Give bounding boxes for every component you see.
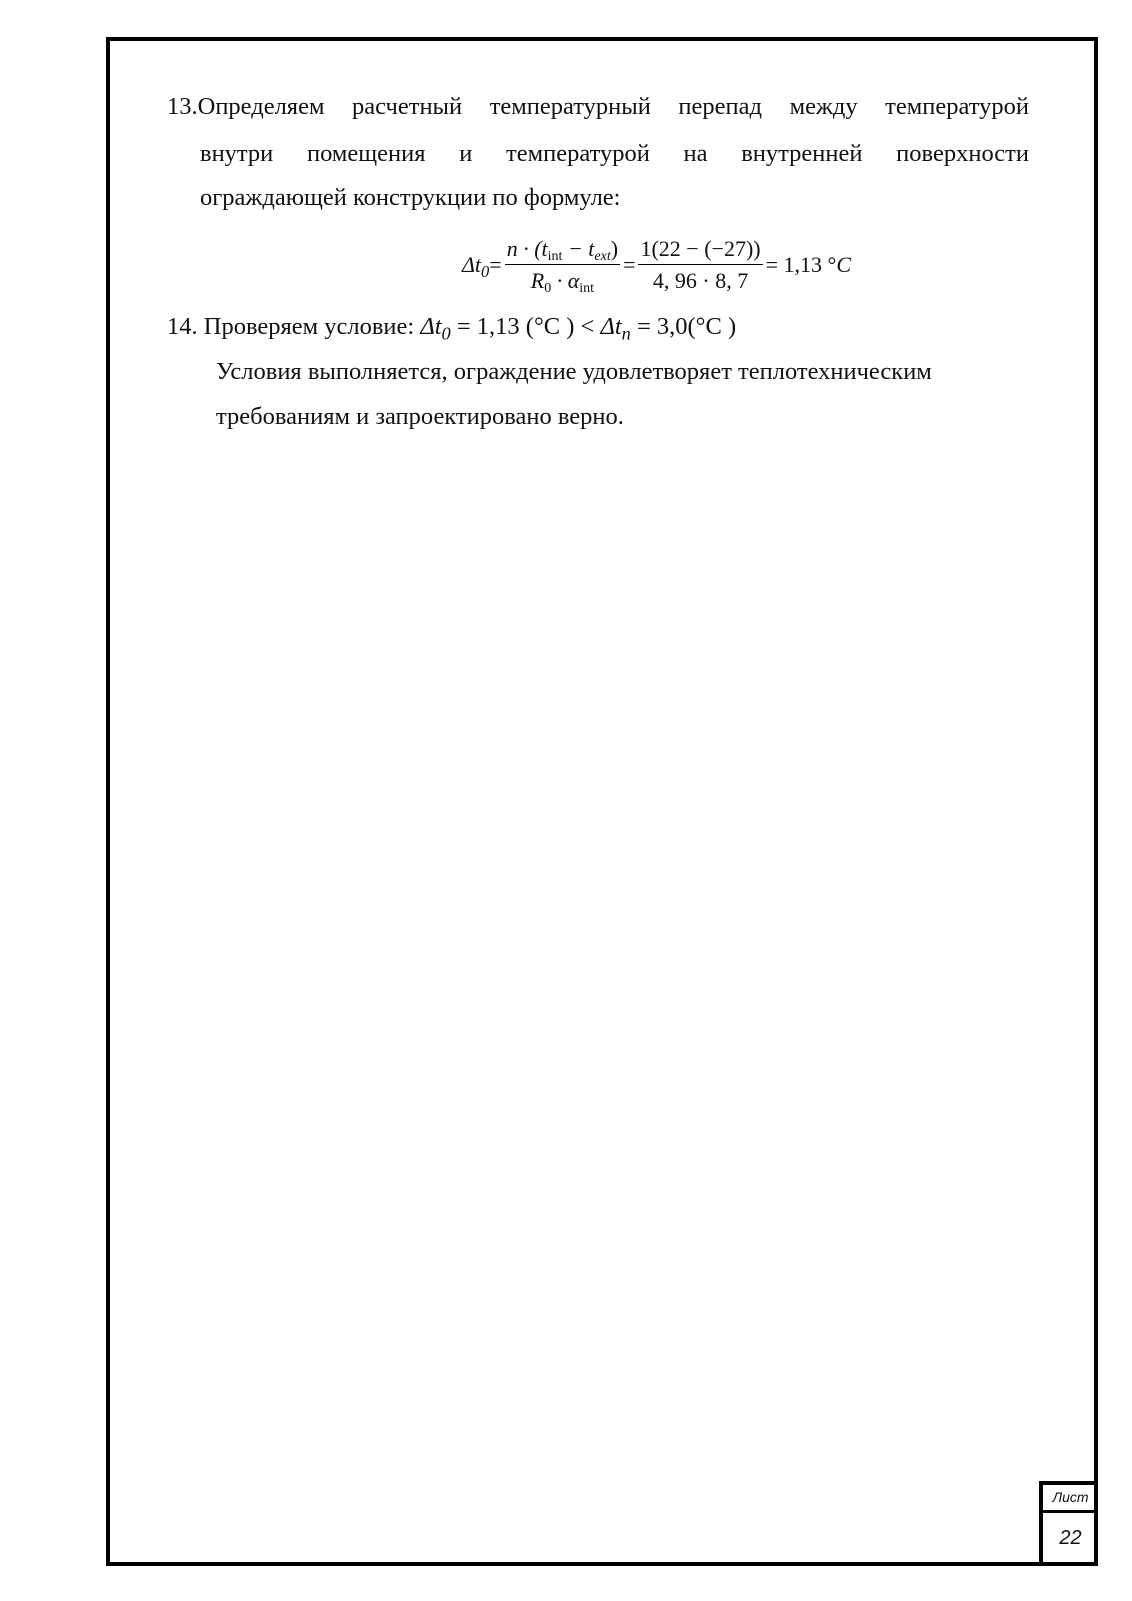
- item13-line2: внутри помещения и температурой на внутренней поверхности: [200, 140, 1029, 167]
- item14-condition: 14. Проверяем условие: $\Delta t_0 = 1,13$ (°С ) < $\Delta t_n = 3,0(^\circ С$ ): [167, 313, 737, 344]
- formula-eq2: =: [623, 252, 636, 277]
- formula-numerator: $n \cdot (t_{int} - t_{ext})$: [506, 236, 619, 265]
- sheet-label: Лист: [1043, 1485, 1098, 1513]
- formula-eq1: =: [489, 252, 502, 277]
- item13-line1: 13.Определяем расчетный температурный перепад между температурой: [167, 93, 1029, 120]
- conclusion-line1: Условия выполняется, ограждение удовлетворяет теплотехническим: [216, 358, 932, 385]
- sheet-number: 22: [1059, 1527, 1082, 1549]
- formula: [462, 232, 882, 298]
- sheet-stamp: [1039, 1481, 1098, 1566]
- formula-numeric-numerator: 1(22 − (−27)): [638, 236, 762, 265]
- formula-fraction-numeric: [638, 236, 762, 294]
- formula-fraction-symbolic: [505, 236, 620, 297]
- item13-line3: ограждающей конструкции по формуле:: [200, 184, 621, 211]
- formula-result: = 1,13 °C: [765, 252, 852, 277]
- formula-numeric-denominator: 4, 96 · 8, 7: [652, 268, 749, 293]
- formula-denominator: $R_0 \cdot \alpha_{int}$: [530, 268, 595, 297]
- conclusion-line2: требованиям и запроектировано верно.: [216, 403, 624, 430]
- formula-lhs: $\Delta t_0$: [462, 252, 490, 281]
